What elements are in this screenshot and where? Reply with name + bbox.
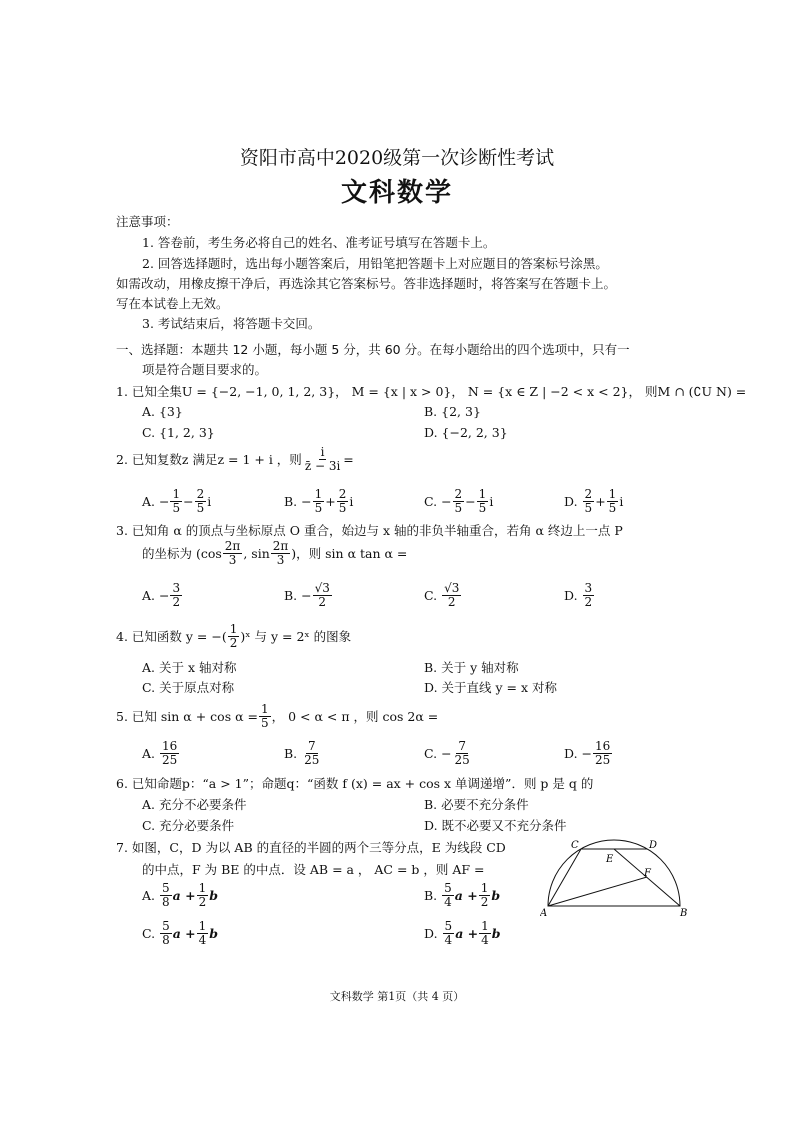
option-fraction — [607, 488, 619, 514]
question-2-fraction — [303, 446, 342, 472]
fraction-denominator: 5 — [260, 715, 269, 730]
question-7-option-d — [424, 920, 501, 946]
option-prefix: D. — [564, 493, 578, 509]
option-prefix: B. − — [284, 587, 312, 603]
option-prefix: A. − — [142, 493, 170, 509]
option-fraction — [442, 582, 461, 608]
option-fraction — [442, 882, 454, 908]
option-suffix: b — [491, 887, 501, 903]
question-2-stem-text: 2. 已知复数z 满足z = 1 + i ，则 — [116, 452, 302, 468]
label-e: E — [606, 854, 614, 865]
fraction-denominator: 25 — [595, 752, 611, 767]
fraction-denominator: 5 — [608, 500, 617, 515]
page-footer: 文科数学 第1页（共 4 页） — [329, 990, 465, 1003]
question-6-option-b: B. 必要不充分条件 — [424, 797, 529, 812]
option-suffix: b — [209, 925, 219, 941]
fraction-denominator: 5 — [172, 500, 181, 515]
option-fraction — [453, 488, 465, 514]
fraction-denominator: 5 — [314, 500, 323, 515]
question-3-option-b — [284, 582, 333, 608]
fraction-denominator: 2 — [318, 594, 327, 609]
question-3-option-a — [142, 582, 183, 608]
option-fraction — [443, 920, 455, 946]
question-5-option-c — [424, 740, 473, 766]
option-suffix: b — [491, 925, 501, 941]
fraction-denominator: 2 — [172, 594, 181, 609]
option-operator: a + — [172, 925, 196, 941]
fraction-denominator: z̄ − 3i — [304, 458, 341, 473]
question-5-option-b — [284, 740, 322, 766]
fraction-numerator: 5 — [444, 881, 452, 895]
stem-text: ， 0 < α < π ，则 cos 2α = — [271, 709, 439, 725]
fraction-denominator: 5 — [338, 500, 347, 515]
option-fraction — [170, 582, 182, 608]
fraction-denominator: 4 — [444, 894, 452, 909]
semicircle-outline — [548, 840, 680, 906]
option-fraction — [160, 882, 172, 908]
option-fraction — [160, 740, 179, 766]
option-prefix: C. − — [424, 745, 452, 761]
label-c: C — [571, 840, 579, 851]
option-fraction — [453, 740, 472, 766]
fraction-denominator: 5 — [196, 500, 205, 515]
option-prefix: B. — [424, 887, 438, 903]
option-fraction — [197, 920, 209, 946]
question-2-option-b — [284, 488, 353, 514]
fraction-denominator: 2 — [447, 594, 456, 609]
option-prefix: B. — [284, 745, 298, 761]
fraction-numerator: 16 — [595, 739, 611, 753]
option-operator: − — [465, 493, 476, 509]
section-heading: 一、选择题：本题共 12 小题，每小题 5 分，共 60 分。在每小题给出的四个选项中，只有一 — [116, 342, 630, 357]
fraction-denominator: 5 — [584, 500, 593, 515]
fraction-numerator: 2 — [196, 487, 205, 501]
fraction-numerator: 1 — [198, 881, 207, 895]
option-prefix: C. − — [424, 493, 452, 509]
fraction-numerator: 7 — [307, 739, 316, 753]
option-suffix: i — [489, 493, 494, 509]
option-prefix: C. — [142, 925, 156, 941]
question-7-stem-line1: 7. 如图，C，D 为以 AB 的直径的半圆的两个三等分点，E 为线段 CD — [116, 840, 506, 855]
stem-fraction — [223, 540, 243, 566]
notice-heading: 注意事项： — [116, 214, 179, 229]
fraction-denominator: 2 — [229, 635, 238, 650]
fraction-numerator: 1 — [480, 881, 489, 895]
option-fraction — [160, 920, 172, 946]
fraction-denominator: 25 — [162, 752, 178, 767]
label-a: A — [540, 908, 548, 919]
fraction-denominator: 8 — [162, 932, 170, 947]
question-2-stem-end: = — [343, 451, 354, 467]
exam-subtitle: 文科数学 — [340, 178, 453, 208]
option-prefix: B. − — [284, 493, 312, 509]
fraction-numerator: 1 — [478, 487, 487, 501]
fraction-numerator: 1 — [608, 487, 617, 501]
fraction-numerator: √3 — [314, 581, 330, 595]
question-6-stem: 6. 已知命题p：“a > 1”；命题q：“函数 f (x) = ax + cos x 单调递增”．则 p 是 q 的 — [116, 776, 594, 791]
question-1-option-b: B. {2, 3} — [424, 404, 481, 419]
fraction-denominator: 4 — [198, 932, 207, 947]
fraction-numerator: 1 — [172, 487, 181, 501]
question-4-option-c: C. 关于原点对称 — [142, 680, 235, 695]
option-operator: a + — [454, 887, 478, 903]
option-suffix: i — [207, 493, 212, 509]
label-f: F — [644, 868, 651, 879]
notice-item: 如需改动，用橡皮擦干净后，再选涂其它答案标号。答非选择题时，将答案写在答题卡上。 — [116, 276, 617, 291]
option-prefix: A. — [142, 745, 156, 761]
fraction-numerator: 1 — [260, 702, 269, 716]
fraction-numerator: i — [320, 445, 325, 459]
stem-text: 5. 已知 sin α + cos α = — [116, 709, 258, 725]
option-prefix: D. — [564, 587, 578, 603]
fraction-numerator: 1 — [314, 487, 323, 501]
question-4-option-b: B. 关于 y 轴对称 — [424, 660, 519, 675]
fraction-denominator: 8 — [162, 894, 170, 909]
option-fraction — [195, 488, 207, 514]
option-prefix: C. — [424, 587, 438, 603]
option-suffix: i — [619, 493, 624, 509]
notice-item: 2. 回答选择题时，选出每小题答案后，用铅笔把答题卡上对应题目的答案标号涂黑。 — [142, 256, 608, 271]
fraction-numerator: 2π — [272, 539, 289, 553]
option-fraction — [197, 882, 209, 908]
fraction-denominator: 5 — [454, 500, 463, 515]
option-fraction — [170, 488, 182, 514]
fraction-numerator: 5 — [444, 919, 453, 933]
option-fraction — [302, 740, 321, 766]
fraction-denominator: 5 — [478, 500, 487, 515]
fraction-numerator: 5 — [162, 881, 170, 895]
question-3-option-d — [564, 582, 595, 608]
question-7-option-b — [424, 882, 500, 908]
notice-item: 3. 考试结束后，将答题卡交回。 — [142, 316, 321, 331]
fraction-numerator: 1 — [481, 919, 489, 933]
question-5-stem — [116, 703, 438, 729]
option-fraction — [337, 488, 349, 514]
fraction-denominator: 25 — [454, 752, 470, 767]
option-fraction — [593, 740, 612, 766]
fraction-denominator: 25 — [304, 752, 320, 767]
question-4-stem — [116, 623, 351, 649]
fraction-numerator: 2 — [338, 487, 347, 501]
question-3-stem-line2 — [142, 540, 407, 566]
question-5-option-d — [564, 740, 613, 766]
question-4-option-d: D. 关于直线 y = x 对称 — [424, 680, 558, 695]
fraction-denominator: 4 — [444, 932, 453, 947]
exam-title: 资阳市高中2020级第一次诊断性考试 — [239, 147, 555, 169]
question-1-option-d: D. {−2, 2, 3} — [424, 425, 508, 440]
fraction-numerator: 16 — [162, 739, 178, 753]
fraction-numerator: 2π — [224, 539, 241, 553]
stem-text: )ˣ 与 y = 2ˣ 的图象 — [240, 629, 352, 645]
stem-text: )，则 sin α tan α = — [291, 546, 408, 562]
notice-item: 写在本试卷上无效。 — [116, 296, 229, 311]
semicircle-figure — [540, 836, 690, 920]
option-prefix: A. — [142, 887, 156, 903]
option-suffix: b — [209, 887, 218, 903]
fraction-denominator: 3 — [276, 552, 285, 567]
fraction-numerator: 5 — [162, 919, 170, 933]
option-fraction — [583, 582, 595, 608]
option-prefix: D. — [424, 925, 438, 941]
segment-af — [548, 877, 647, 906]
fraction-numerator: 2 — [584, 487, 593, 501]
question-5-option-a — [142, 740, 180, 766]
option-prefix: A. − — [142, 587, 170, 603]
section-heading-cont: 项是符合题目要求的。 — [142, 362, 268, 377]
option-fraction — [313, 488, 325, 514]
stem-text: 的坐标为 (cos — [142, 546, 222, 562]
stem-text: , sin — [243, 545, 270, 561]
label-b: B — [680, 908, 688, 919]
option-prefix: D. − — [564, 745, 592, 761]
fraction-denominator: 2 — [584, 594, 593, 609]
option-operator: a + — [455, 925, 479, 941]
question-1-option-c: C. {1, 2, 3} — [142, 425, 215, 440]
question-3-option-c — [424, 582, 462, 608]
option-fraction — [479, 882, 491, 908]
option-operator: − — [183, 493, 194, 509]
question-7-stem-line2: 的中点，F 为 BE 的中点．设 AB = a ， AC = b ，则 AF = — [142, 862, 485, 877]
stem-fraction — [259, 703, 271, 729]
option-operator: + — [325, 493, 336, 509]
question-6-option-d: D. 既不必要又不充分条件 — [424, 818, 567, 833]
fraction-denominator: 3 — [228, 552, 237, 567]
fraction-numerator: 3 — [172, 581, 181, 595]
question-7-option-a — [142, 882, 218, 908]
option-fraction — [583, 488, 595, 514]
fraction-numerator: 7 — [458, 739, 466, 753]
question-2-option-d — [564, 488, 623, 514]
fraction-denominator: 2 — [480, 894, 489, 909]
option-operator: + — [595, 493, 606, 509]
fraction-numerator: 1 — [198, 919, 207, 933]
fraction-numerator: 1 — [229, 622, 238, 636]
option-operator: a + — [172, 887, 196, 903]
fraction-numerator: 3 — [584, 581, 593, 595]
fraction-denominator: 4 — [481, 932, 489, 947]
stem-fraction — [228, 623, 240, 649]
question-4-option-a: A. 关于 x 轴对称 — [142, 660, 237, 675]
question-6-option-a: A. 充分不必要条件 — [142, 797, 247, 812]
question-2-option-c — [424, 488, 493, 514]
option-fraction — [479, 920, 491, 946]
option-suffix: i — [349, 493, 354, 509]
option-fraction — [477, 488, 489, 514]
fraction-numerator: 2 — [454, 487, 463, 501]
notice-item: 1. 答卷前，考生务必将自己的姓名、准考证号填写在答题卡上。 — [142, 235, 496, 250]
option-fraction — [313, 582, 332, 608]
question-3-stem-line1: 3. 已知角 α 的顶点与坐标原点 O 重合，始边与 x 轴的非负半轴重合，若角 α 终边上一点 P — [116, 523, 623, 538]
stem-text: 4. 已知函数 y = −( — [116, 629, 227, 645]
question-7-option-c — [142, 920, 218, 946]
question-1-option-a: A. {3} — [142, 404, 183, 419]
question-2-option-a — [142, 488, 211, 514]
question-2-stem — [116, 446, 354, 472]
question-6-option-c: C. 充分必要条件 — [142, 818, 235, 833]
fraction-denominator: 2 — [198, 894, 207, 909]
stem-fraction — [271, 540, 291, 566]
label-d: D — [649, 840, 658, 851]
question-1-stem: 1. 已知全集U = {−2, −1, 0, 1, 2, 3}， M = {x | x > 0}， N = {x ∈ Z | −2 < x < 2}， 则M ∩ (∁U N) = — [116, 384, 747, 399]
fraction-numerator: √3 — [444, 581, 460, 595]
